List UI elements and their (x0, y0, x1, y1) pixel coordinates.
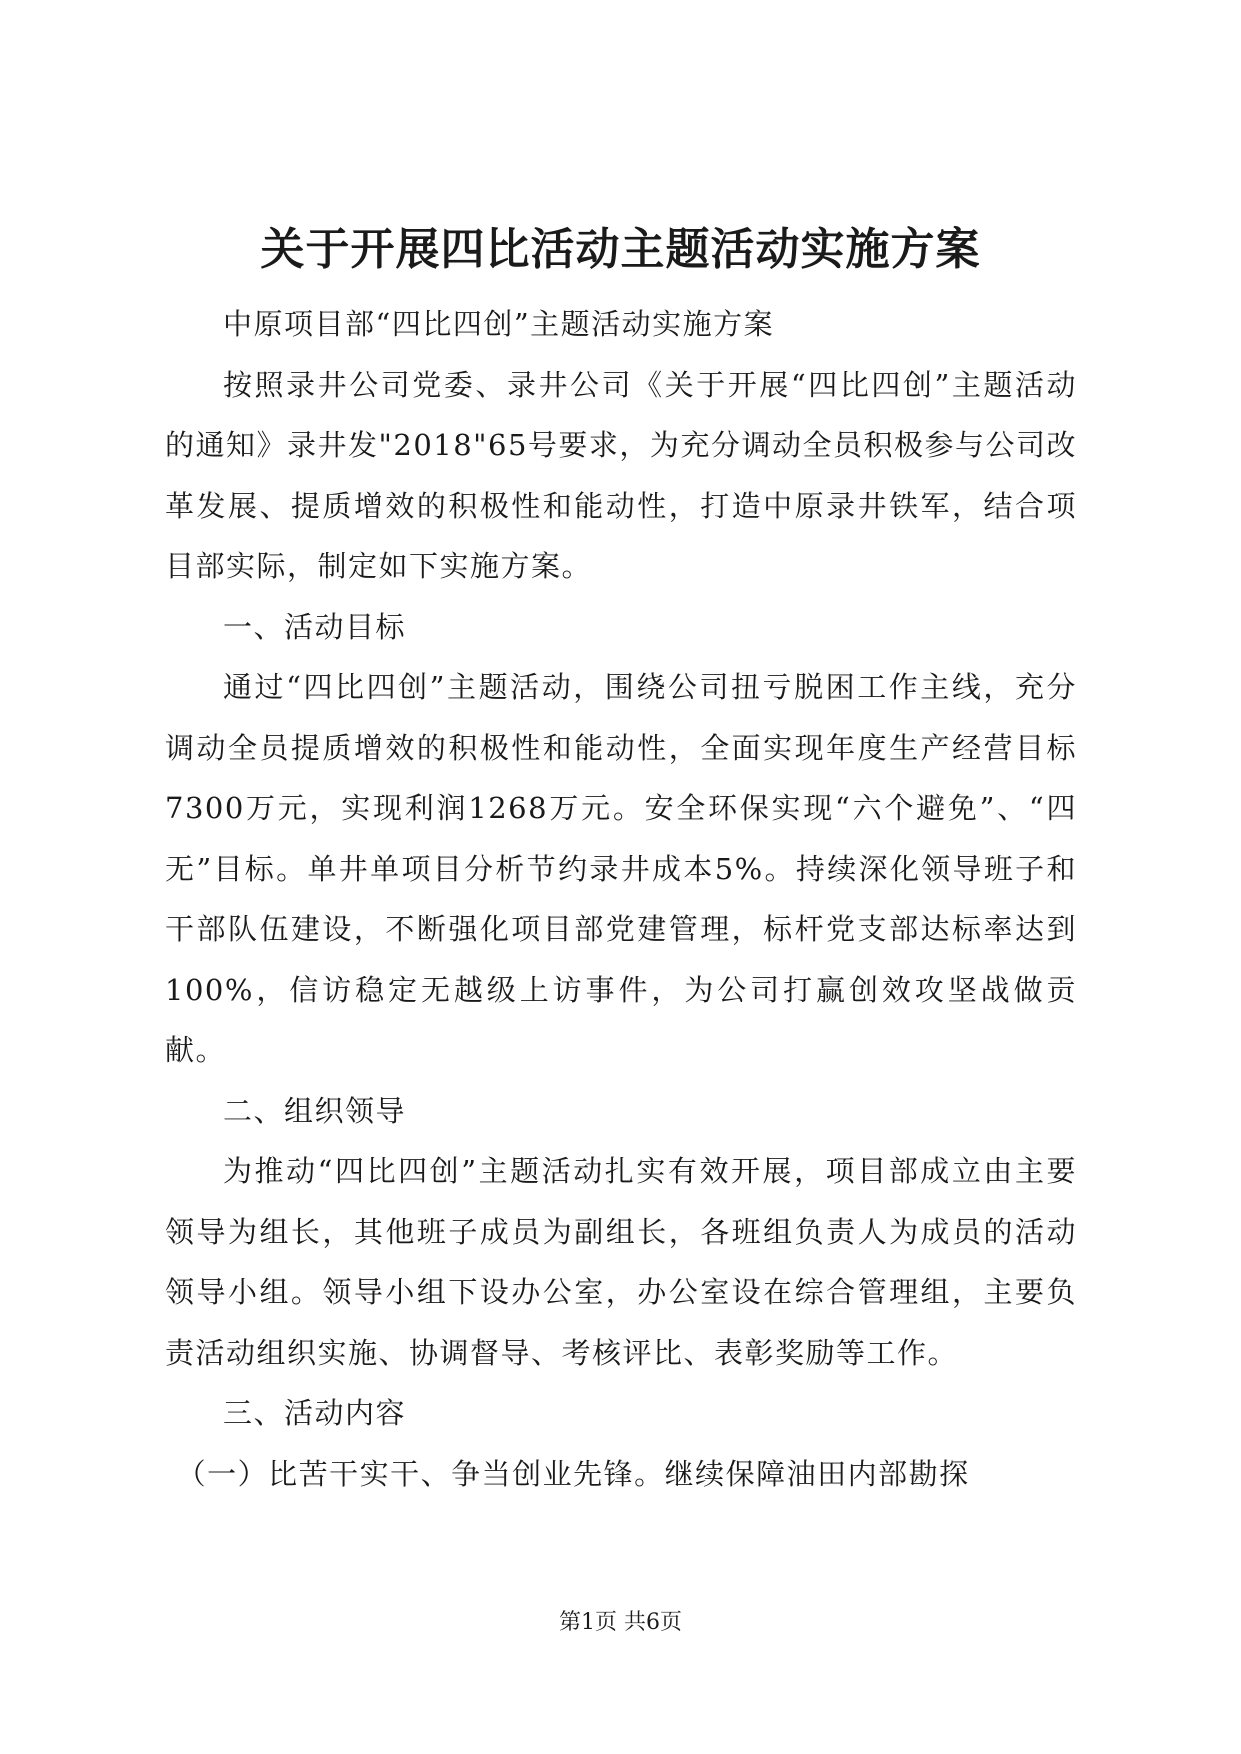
section-heading-organization: 二、组织领导 (223, 1093, 407, 1128)
document-body (165, 294, 1077, 1504)
intro-paragraph: 按照录井公司党委、录井公司《关于开展“四比四创”主题活动的通知》录井发"2018"65号要求，为充分调动全员积极参与公司改革发展、提质增效的积极性和能动性，打造中原录井铁军，结合项目部实际，制定如下实施方案。 (165, 367, 1077, 583)
section-heading-content: 三、活动内容 (223, 1396, 407, 1430)
subtitle-paragraph: 中原项目部“四比四创”主题活动实施方案 (223, 307, 775, 341)
organization-paragraph: 为推动“四比四创”主题活动扎实有效开展，项目部成立由主要领导为组长，其他班子成员为副组长，各班组负责人为成员的活动领导小组。领导小组下设办公室，办公室设在综合管理组，主要负责活动组织实施、协调督导、考核评比、表彰奖励等工作。 (165, 1154, 1077, 1370)
content-paragraph: （一）比苦干实干、争当创业先锋。继续保障油田内部勘探 (176, 1456, 970, 1491)
document-title: 关于开展四比活动主题活动实施方案 (260, 224, 981, 275)
goals-paragraph: 通过“四比四创”主题活动，围绕公司扭亏脱困工作主线，充分调动全员提质增效的积极性和能动性，全面实现年度生产经营目标7300万元，实现利润1268万元。安全环保实现“六个避免”、“四无”目标。单井单项目分析节约录井成本5%。持续深化领导班子和干部队伍建设，不断强化项目部党建管理，标杆党支部达标率达到100%，信访稳定无越级上访事件，为公司打赢创效攻坚战做贡献。 (165, 670, 1077, 1067)
page-number-footer: 第1页 共6页 (559, 1610, 682, 1635)
section-heading-goals: 一、活动目标 (223, 609, 407, 644)
